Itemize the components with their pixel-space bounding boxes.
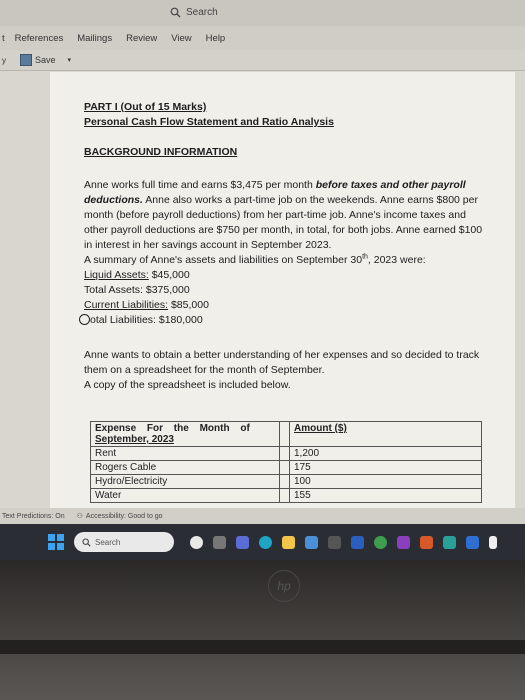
spreadsheet-copy-note: A copy of the spreadsheet is included below. [84,379,291,391]
ribbon-tabs [0,26,525,50]
laptop-bezel [0,560,525,700]
liquid-assets-label: Liquid Assets: [84,269,149,281]
liquid-assets-line [84,268,484,283]
edge-browser-icon[interactable] [259,536,272,549]
status-bar [0,508,525,524]
summary-line [84,253,484,268]
total-liabilities-value: $180,000 [155,314,203,326]
search-icon [170,7,181,18]
word-app-icon[interactable] [351,536,364,549]
app-icon-blue[interactable] [466,536,479,549]
total-liabilities-line [84,313,484,328]
taskbar-search-label: Search [95,537,121,547]
current-liabilities-line [84,298,484,313]
widgets-icon[interactable] [190,536,203,549]
tab-help[interactable]: Help [205,32,226,44]
table-row [91,447,482,461]
document-page [50,72,515,518]
chevron-down-icon[interactable]: ▾ [67,57,72,64]
laptop-hinge [0,640,525,654]
expense-header-cell [91,422,280,447]
expense-table [90,421,482,503]
app-icon-white[interactable] [489,536,497,549]
cursor-circle-icon [79,314,90,325]
video-app-icon[interactable] [236,536,249,549]
summary-line-post: , 2023 were: [367,254,426,266]
summary-line-pre: A summary of Anne's assets and liabilities on September 30 [84,254,363,266]
quick-access-bar [0,50,525,71]
tab-mailings[interactable]: Mailings [77,32,113,44]
task-view-icon[interactable] [213,536,226,549]
summary-line-sup: th [362,253,368,261]
spreadsheet-intro-paragraph: Anne wants to obtain a better understanding of her expenses and so decided to track them on a spreadsheet for the month of September. [84,349,480,376]
document-body [84,100,484,393]
accessibility-status[interactable]: Accessibility: Good to go [85,512,163,520]
expense-label: Water [91,489,280,503]
total-assets-label: Total Assets: [84,284,143,296]
app-icon-orange[interactable] [420,536,433,549]
intro-sentence-1: Anne works full time and earns $3,475 per month [84,179,316,191]
background-heading: BACKGROUND INFORMATION [84,146,238,158]
save-icon[interactable] [20,54,32,66]
title-bar [0,0,525,26]
tab-references[interactable]: References [14,32,64,44]
save-button[interactable]: Save [35,55,56,65]
total-assets-line [84,283,484,298]
taskbar-search-box[interactable] [74,532,174,552]
title-search-label: Search [186,6,218,18]
app-icon-purple[interactable] [397,536,410,549]
expense-header-line2: September, 2023 [95,434,174,445]
intro-sentence-2: Anne also works a part-time job on the weekends. Anne earns $800 per month (before payroll deductions) from her part-time job. Anne's income taxes and other payroll deductions are $750 per month, in total, for both jobs. Anne earned $100 in interest in her savings account in September 2023. [84,194,483,251]
tab-review[interactable]: Review [126,32,158,44]
liquid-assets-value: $45,000 [148,269,190,281]
table-row [91,475,482,489]
title-search-box[interactable] [170,3,218,21]
accessibility-icon: ⚇ [76,513,83,520]
expense-label: Rogers Cable [91,461,280,475]
calculator-icon[interactable] [328,536,341,549]
current-liabilities-label: Current Liabilities: [84,299,169,311]
amount-header-cell [280,422,290,447]
total-assets-value: $375,000 [142,284,190,296]
windows-start-icon[interactable] [48,534,64,550]
expense-amount: 155 [290,489,482,503]
expense-header-line1: Expense For the Month of [95,423,250,434]
store-icon[interactable] [305,536,318,549]
total-liabilities-label: otal Liabilities: [90,314,156,326]
table-row [91,461,482,475]
text-predictions-status[interactable]: Text Predictions: On [2,512,65,520]
chrome-icon[interactable] [374,536,387,549]
hp-logo: hp [268,570,300,602]
quickbar-left-text: y [2,55,6,65]
expense-label: Hydro/Electricity [91,475,280,489]
taskbar [0,524,525,560]
part-title: PART I (Out of 15 Marks) [84,101,207,113]
table-header-row [91,422,482,447]
app-icon-teal[interactable] [443,536,456,549]
search-icon [82,538,91,547]
tab-partial[interactable]: t [2,32,5,44]
tab-view[interactable]: View [171,32,192,44]
expense-amount: 1,200 [290,447,482,461]
expense-label: Rent [91,447,280,461]
document-subtitle: Personal Cash Flow Statement and Ratio Analysis [84,116,334,128]
intro-paragraph [84,178,484,253]
table-row [91,489,482,503]
current-liabilities-value: $85,000 [168,299,209,311]
intro-emphasis: before taxes and other payroll deductions. [84,179,466,206]
file-explorer-icon[interactable] [282,536,295,549]
expense-amount: 175 [290,461,482,475]
amount-header: Amount ($) [290,422,482,447]
expense-amount: 100 [290,475,482,489]
